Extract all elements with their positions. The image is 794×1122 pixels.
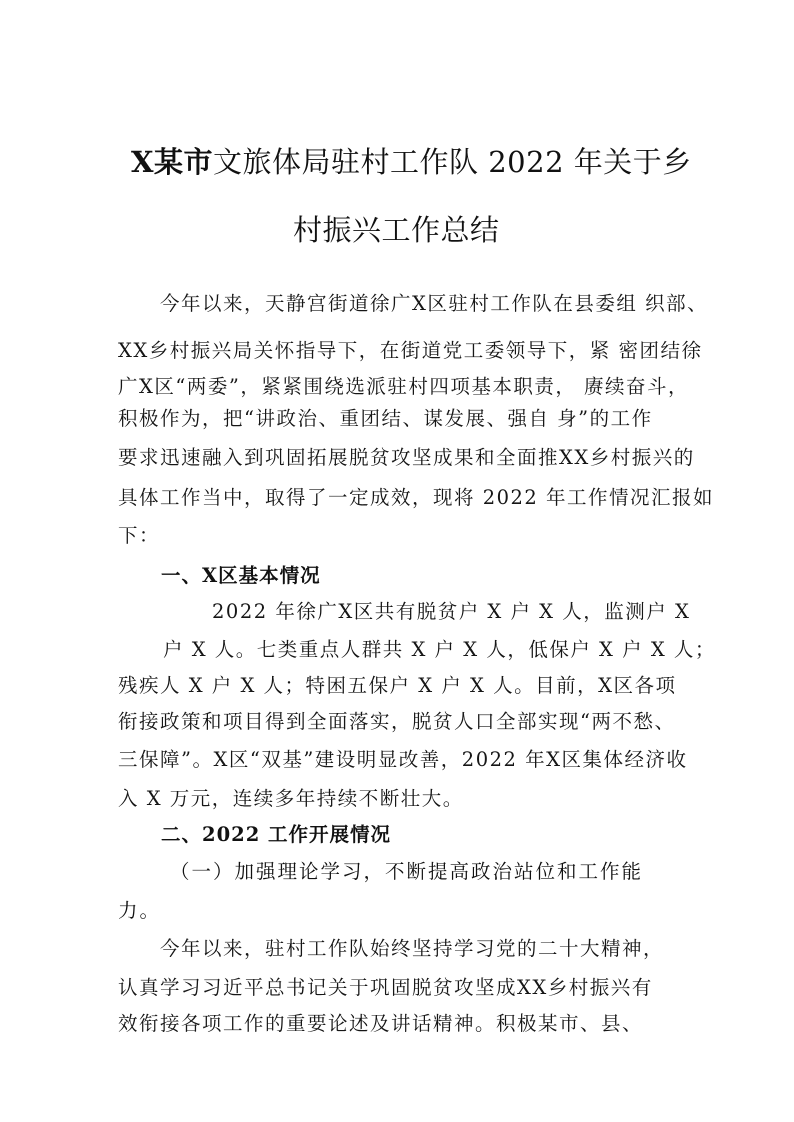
title-lead: X某市 <box>131 145 214 179</box>
title-rest: 文旅体局驻村工作队 2022 年关于乡 <box>213 145 692 179</box>
title-line-1 <box>131 140 692 181</box>
subsection-1-line-3: 效衔接各项工作的重要论述及讲话精神。积极某市、县、 <box>118 1012 644 1035</box>
section-1-line-6: 入 X 万元，连续多年持续不断壮大。 <box>118 787 464 810</box>
section-1-heading: 一、X区基本情况 <box>161 564 321 587</box>
intro-line-6: 具体工作当中，取得了一定成效，现将 2022 年工作情况汇报如 <box>118 486 715 509</box>
section-1-line-4: 衔接政策和项目得到全面落实，脱贫人口全部实现“两不愁、 <box>118 710 676 733</box>
section-2-heading: 二、2022 工作开展情况 <box>161 823 392 846</box>
intro-line-3: 广X区“两委”，紧紧围绕选派驻村四项基本职责， 赓续奋斗， <box>118 375 690 398</box>
intro-line-5: 要求迅速融入到巩固拓展脱贫攻坚成果和全面推XX乡村振兴的 <box>118 446 695 469</box>
subsection-1-heading-line-1: （一）加强理论学习，不断提高政治站位和工作能 <box>170 860 644 883</box>
intro-line-2: XX乡村振兴局关怀指导下，在街道党工委领导下，紧 密团结徐 <box>118 339 703 362</box>
section-1-line-2: 户 X 人。七类重点人群共 X 户 X 人，低保户 X 户 X 人； <box>163 638 716 661</box>
intro-line-7: 下： <box>118 524 161 547</box>
intro-line-4: 积极作为，把“讲政治、重团结、谋发展、强自 身”的工作 <box>118 407 653 430</box>
section-1-line-3: 残疾人 X 户 X 人；特困五保户 X 户 X 人。目前，X区各项 <box>118 674 677 697</box>
subsection-1-line-1: 今年以来，驻村工作队始终坚持学习党的二十大精神， <box>160 937 665 960</box>
intro-line-1: 今年以来，天静宫街道徐广X区驻村工作队在县委组 织部、 <box>160 292 709 315</box>
subsection-1-heading-line-2: 力。 <box>118 899 162 922</box>
section-1-line-5: 三保障”。X区“双基”建设明显改善，2022 年X区集体经济收 <box>118 748 688 771</box>
section-1-line-1: 2022 年徐广X区共有脱贫户 X 户 X 人，监测户 X <box>212 600 691 623</box>
title-line-2: 村振兴工作总结 <box>293 213 500 247</box>
subsection-1-line-2: 认真学习习近平总书记关于巩固脱贫攻坚成XX乡村振兴有 <box>118 976 653 999</box>
